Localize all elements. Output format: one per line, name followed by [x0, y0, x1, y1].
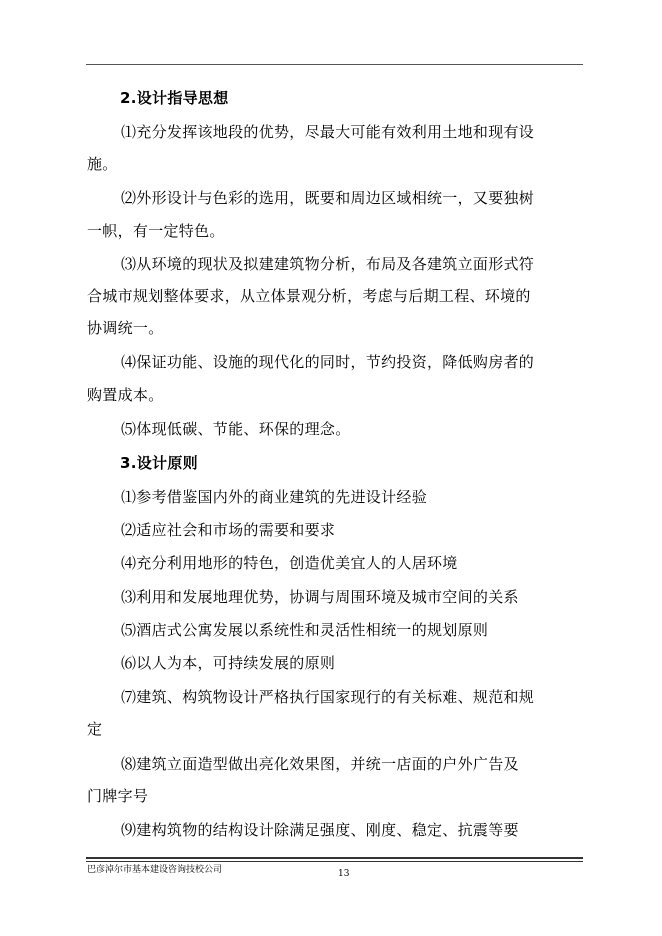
paragraph-line: 协调统一。 [87, 319, 164, 337]
paragraph-line: 一帜，有一定特色。 [87, 222, 225, 240]
paragraph-line: ⑸酒店式公寓发展以系统性和灵活性相统一的规划原则 [121, 621, 489, 639]
paragraph-line: ⑸体现低碳、节能、环保的理念。 [121, 420, 351, 438]
footer-company-name: 巴彦淖尔市基本建设咨询技校公司 [87, 865, 223, 875]
paragraph-line: ⑷充分利用地形的特色，创造优美宜人的人居环境 [121, 554, 458, 572]
footer-rule-thin [86, 861, 583, 862]
paragraph-line: 定 [87, 720, 103, 738]
paragraph-line: ⑵外形设计与色彩的选用，既要和周边区域相统一，又要独树 [121, 189, 535, 207]
paragraph-line: ⑷保证功能、设施的现代化的同时，节约投资，降低购房者的 [121, 353, 535, 371]
paragraph-line: 合城市规划整体要求，从立体景观分析，考虑与后期工程、环境的 [87, 287, 531, 305]
paragraph-line: ⑺建筑、构筑物设计严格执行国家现行的有关标难、规范和规 [121, 688, 535, 706]
footer-rule-thick [86, 857, 583, 859]
paragraph-line: ⑶从环境的现状及拟建建筑物分析，布局及各建筑立面形式符 [121, 255, 535, 273]
paragraph-line: ⑵适应社会和市场的需要和要求 [121, 521, 336, 539]
page-number: 13 [338, 869, 350, 879]
paragraph-line: ⑶利用和发展地理优势，协调与周围环境及城市空间的关系 [121, 588, 519, 606]
section-heading-design-principles: 3.设计原则 [120, 454, 198, 472]
paragraph-line: 购置成本。 [87, 386, 164, 404]
paragraph-line: 施。 [87, 155, 118, 173]
paragraph-line: ⑹以人为本，可持续发展的原则 [121, 654, 336, 672]
paragraph-line: 门牌字号 [87, 787, 149, 805]
paragraph-line: ⑼建构筑物的结构设计除满足强度、刚度、稳定、抗震等要 [121, 821, 519, 839]
section-heading-design-guidance: 2.设计指导思想 [120, 89, 229, 107]
paragraph-line: ⑴充分发挥该地段的优势，尽最大可能有效利用土地和现有设 [121, 123, 535, 141]
paragraph-line: ⑴参考借鉴国内外的商业建筑的先进设计经验 [121, 488, 428, 506]
paragraph-line: ⑻建筑立面造型做出亮化效果图，并统一店面的户外广告及 [121, 755, 519, 773]
